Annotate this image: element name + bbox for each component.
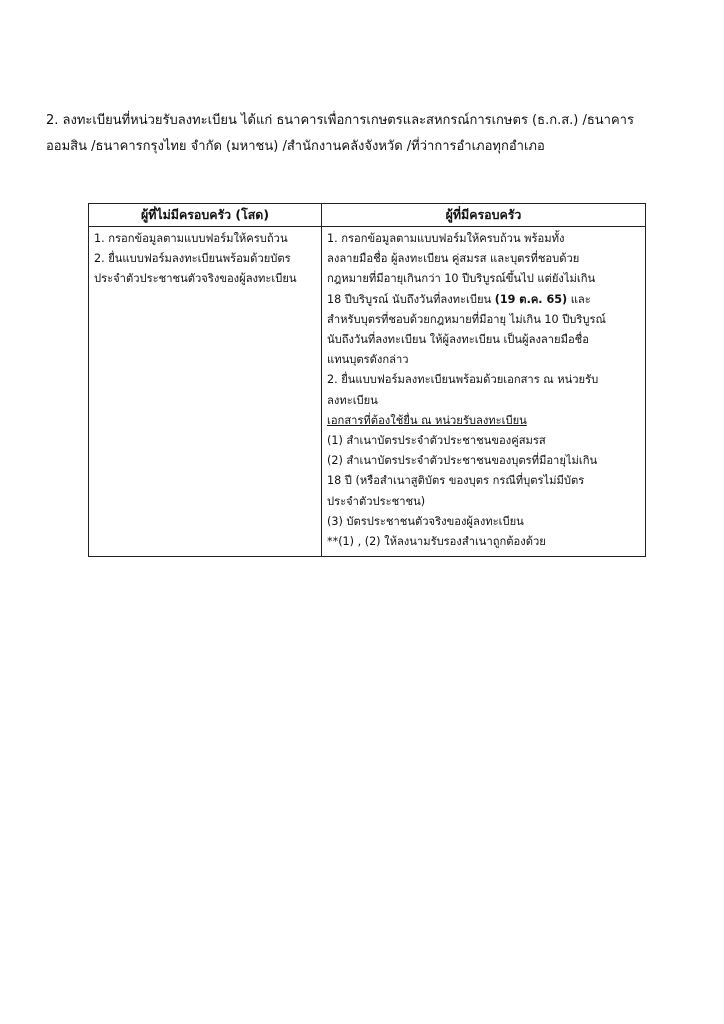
document-2-cont-1: 18 ปี (หรือสำเนาสูติบัตร ของบุตร กรณีที่บุตรไม่มีบัตร (327, 474, 585, 488)
intro-line-2: ออมสิน /ธนาคารกรุงไทย จำกัด (มหาชน) /สำนักงานคลังจังหวัด /ที่ว่าการอำเภอทุกอำเภอ (46, 139, 545, 154)
family-line-5: สำหรับบุตรที่ชอบด้วยกฎหมายที่มีอายุ ไม่เกิน 10 ปีบริบูรณ์ (327, 312, 606, 326)
table-header-row (89, 204, 646, 227)
single-step-1: 1. กรอกข้อมูลตามแบบฟอร์มให้ครบถ้วน (94, 232, 288, 245)
family-line-4-post: และ (567, 292, 591, 306)
registration-date: (19 ต.ค. 65) (494, 292, 568, 306)
table-row (89, 227, 646, 557)
header-single: ผู้ที่ไม่มีครอบครัว (โสด) (89, 204, 322, 227)
document-2: (2) สำเนาบัตรประจำตัวประชาชนของบุตรที่มีอายุไม่เกิน (327, 454, 598, 468)
certification-note: **(1) , (2) ให้ลงนามรับรองสำเนาถูกต้องด้วย (327, 535, 546, 549)
family-line-4 (327, 290, 640, 310)
cell-family (322, 227, 646, 557)
documents-heading: เอกสารที่ต้องใช้ยื่น ณ หน่วยรับลงทะเบียน (327, 413, 527, 427)
registration-requirements-table (88, 203, 646, 557)
intro-paragraph (46, 108, 686, 160)
single-step-2-cont: ประจำตัวประชาชนตัวจริงของผู้ลงทะเบียน (94, 272, 297, 286)
family-line-6: นับถึงวันที่ลงทะเบียน ให้ผู้ลงทะเบียน เป็นผู้ลงลายมือชื่อ (327, 333, 589, 347)
family-line-8: 2. ยื่นแบบฟอร์มลงทะเบียนพร้อมด้วยเอกสาร ณ หน่วยรับ (327, 373, 599, 387)
family-line-7: แทนบุตรดังกล่าว (327, 353, 409, 367)
header-family: ผู้ที่มีครอบครัว (322, 204, 646, 227)
document-1: (1) สำเนาบัตรประจำตัวประชาชนของคู่สมรส (327, 434, 546, 448)
family-line-3: กฎหมายที่มีอายุเกินกว่า 10 ปีบริบูรณ์ขึ้นไป แต่ยังไม่เกิน (327, 272, 596, 286)
cell-single (89, 227, 322, 557)
single-step-2: 2. ยื่นแบบฟอร์มลงทะเบียนพร้อมด้วยบัตร (94, 252, 291, 266)
document-2-cont-2: ประจำตัวประชาชน) (327, 494, 426, 508)
intro-line-1: 2. ลงทะเบียนที่หน่วยรับลงทะเบียน ได้แก่ ธนาคารเพื่อการเกษตรและสหกรณ์การเกษตร (ธ.ก.ส.) /ธนาคาร (46, 113, 634, 128)
family-line-9: ลงทะเบียน (327, 393, 378, 407)
family-line-2: ลงลายมือชื่อ ผู้ลงทะเบียน คู่สมรส และบุตรที่ชอบด้วย (327, 252, 580, 266)
family-line-4-pre: 18 ปีบริบูรณ์ นับถึงวันที่ลงทะเบียน (327, 292, 495, 306)
document-3: (3) บัตรประชาชนตัวจริงของผู้ลงทะเบียน (327, 514, 524, 528)
family-line-1: 1. กรอกข้อมูลตามแบบฟอร์มให้ครบถ้วน พร้อมทั้ง (327, 232, 565, 245)
